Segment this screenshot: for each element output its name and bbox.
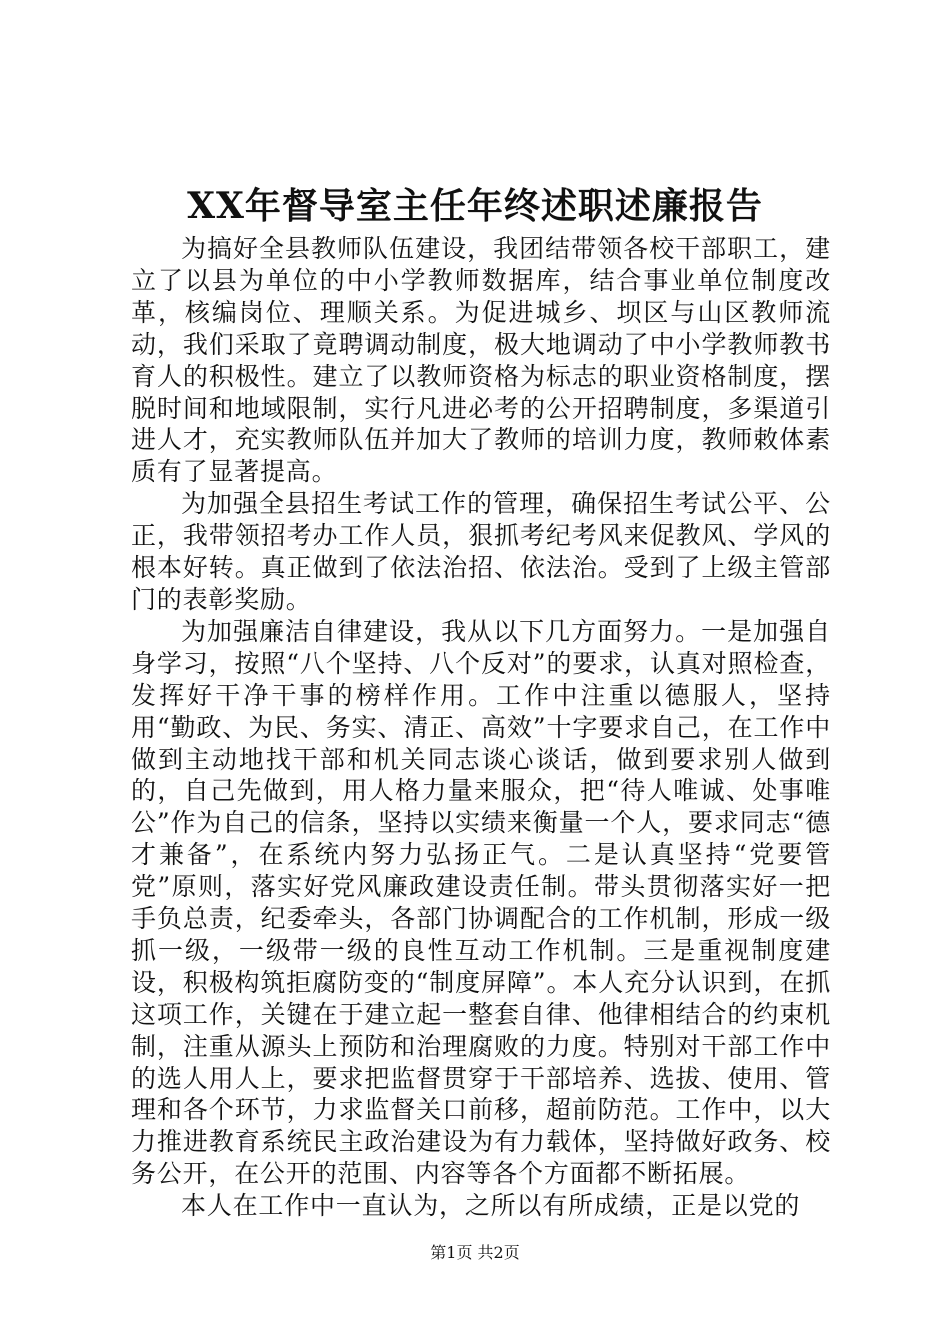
paragraph-teacher-team: 为搞好全县教师队伍建设，我团结带领各校干部职工，建立了以县为单位的中小学教师数据库，结合事业单位制度改革，核编岗位、理顺关系。为促进城乡、坝区与山区教师流动，我们采取了竟聘调动制度，极大地调动了中小学教师教书育人的积极性。建立了以教师资格为标志的职业资格制度，摆脱时间和地域限制，实行凡进必考的公开招聘制度，多渠道引进人才，充实教师队伍并加大了教师的培训力度，教师敕体素质有了显著提高。 [131, 234, 831, 487]
paragraph-conclusion: 本人在工作中一直认为，之所以有所成绩，正是以党的 [181, 1191, 801, 1221]
page-footer: 第1页 共2页 [430, 1243, 520, 1262]
paragraph-enrollment-exams: 为加强全县招生考试工作的管理，确保招生考试公平、公正，我带领招考办工作人员，狠抓考纪考风来促教风、学风的根本好转。真正做到了依法治招、依法治。受到了上级主管部门的表彰奖励。 [131, 489, 831, 614]
document-title: XX年督导室主任年终述职述廉报告 [187, 185, 763, 227]
paragraph-integrity: 为加强廉洁自律建设，我从以下几方面努力。一是加强自身学习，按照“八个坚持、八个反对”的要求，认真对照检查，发挥好干净干事的榜样作用。工作中注重以德服人，坚持用“勤政、为民、务实、清正、高效”十字要求自己，在工作中做到主动地找干部和机关同志谈心谈话，做到要求别人做到的，自己先做到，用人格力量来服众，把“待人唯诚、处事唯公”作为自己的信条，坚持以实绩来衡量一个人，要求同志“德才兼备”，在系统内努力弘扬正气。二是认真坚持“党要管党”原则，落实好党风廉政建设责任制。带头贯彻落实好一把手负总责，纪委牵头，各部门协调配合的工作机制，形成一级抓一级，一级带一级的良性互动工作机制。三是重视制度建设，积极构筑拒腐防变的“制度屏障”。本人充分认识到，在抓这项工作，关键在于建立起一整套自律、他律相结合的约束机制，注重从源头上预防和治理腐败的力度。特别对干部工作中的选人用人上，要求把监督贯穿于干部培养、选拔、使用、管理和各个环节，力求监督关口前移，超前防范。工作中，以大力推进教育系统民主政治建设为有力载体，坚持做好政务、校务公开，在公开的范围、内容等各个方面都不断拓展。 [131, 616, 831, 1189]
document-body [131, 233, 831, 1222]
